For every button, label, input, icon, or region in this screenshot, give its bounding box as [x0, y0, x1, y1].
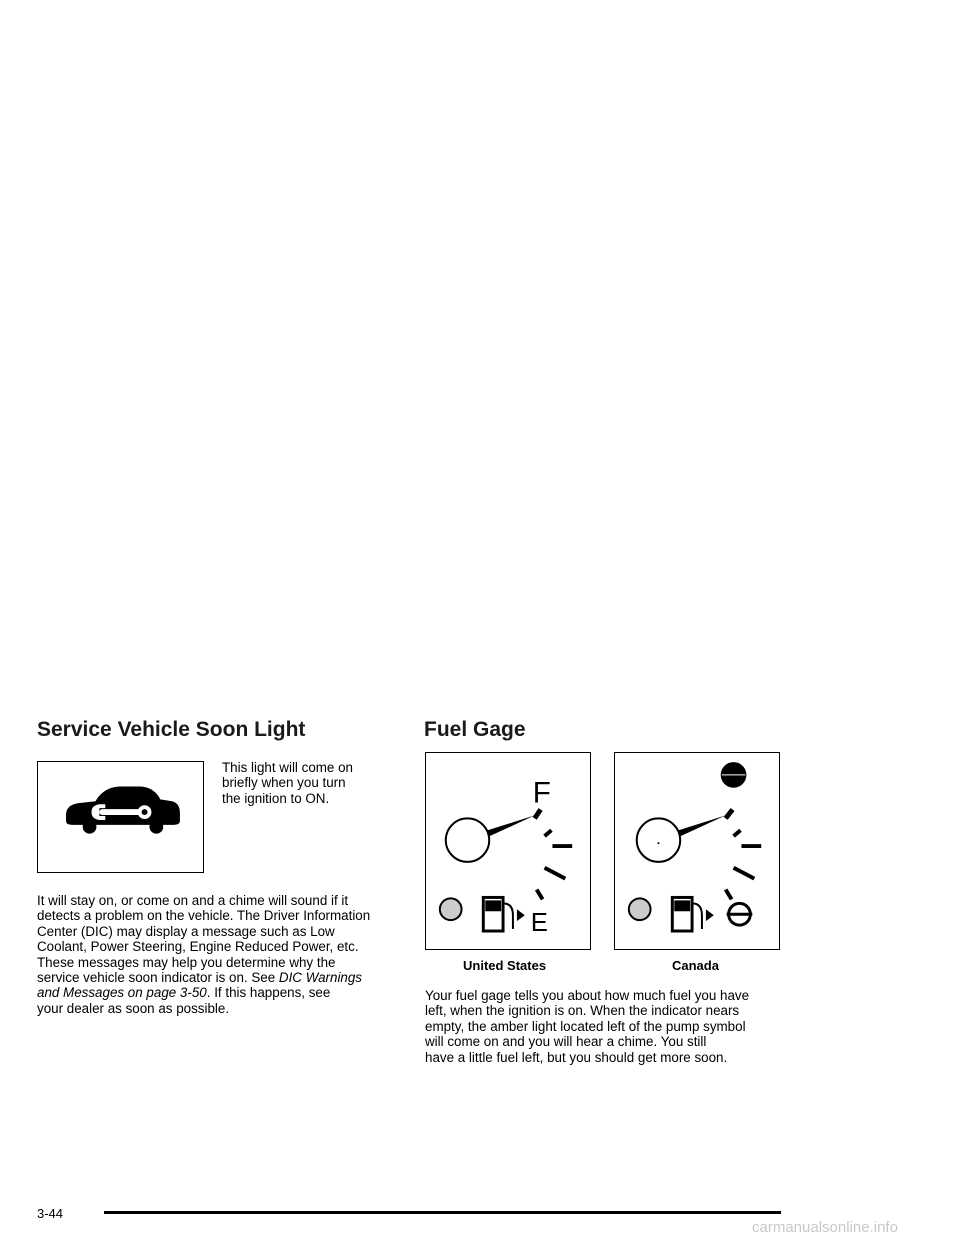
fuel-gauge-us-icon [426, 753, 590, 949]
caption-united-states: United States [463, 958, 547, 973]
gauge-us-empty-label: E [530, 909, 548, 938]
footer-rule [104, 1211, 781, 1214]
dic-warnings-link[interactable]: DIC Warnings and Messages on page 3-50 [37, 970, 363, 1001]
service-vehicle-soon-icon-box [37, 761, 204, 873]
paragraph-text-1: It will stay on, or come on and a chime will sound if it detects a problem on the vehicle. The Driver Information Center (DIC) may display a message such as Low Coolant, Power Steering, Engine Reduced Power, etc. These messages may help you determine why the service vehicle soon indicator is on. See [37, 893, 371, 986]
fuel-gage-paragraph: Your fuel gage tells you about how much fuel you have left, when the ignition is on. When the indicator nears empty, the amber light located left of the pump symbol will come on and you will hear a chime. You still have a little fuel left, but you should get more soon. [425, 988, 750, 1065]
service-light-paragraph [37, 893, 402, 1016]
caption-canada: Canada [672, 958, 719, 973]
service-light-intro: This light will come on briefly when you turn the ignition to ON. [222, 760, 353, 806]
fuel-gage-heading: Fuel Gage [424, 718, 526, 741]
paragraph-text-2: . If this happens, see your dealer as soon as possible. [37, 985, 331, 1016]
fuel-gauge-us [425, 752, 591, 950]
watermark: carmanualsonline.info [752, 1219, 898, 1236]
fuel-gauge-canada [614, 752, 780, 950]
page-number: 3-44 [37, 1206, 64, 1221]
service-light-heading: Service Vehicle Soon Light [37, 718, 306, 741]
gauge-us-full-label: F [532, 776, 551, 810]
fuel-gauge-canada-icon [615, 753, 779, 949]
service-vehicle-wrench-icon [38, 762, 203, 872]
